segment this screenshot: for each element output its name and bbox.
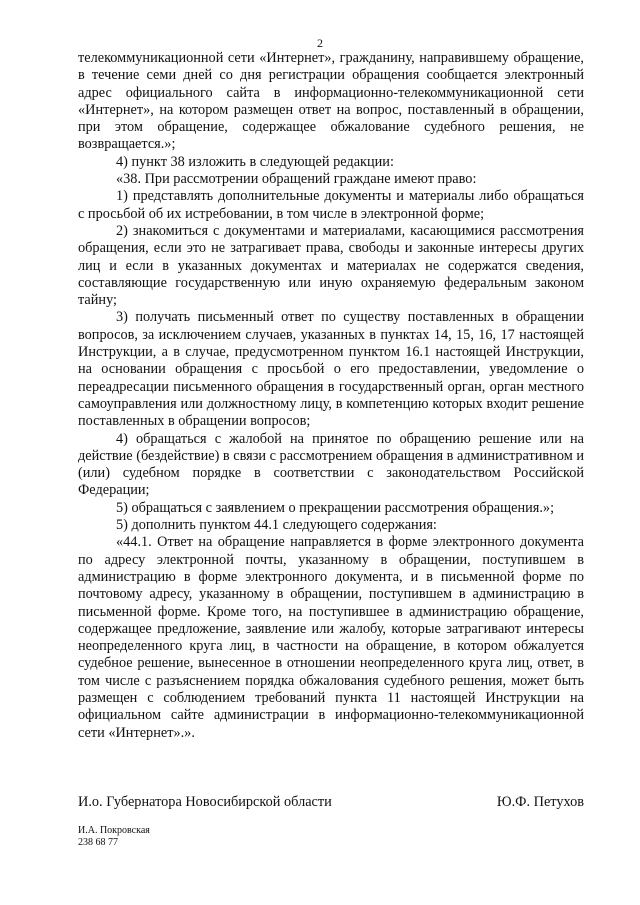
executor-phone: 238 68 77 [78,837,118,848]
signature-block [78,794,584,811]
signatory-name: Ю.Ф. Петухов [496,794,584,810]
paragraph: 4) обращаться с жалобой на принятое по обращению решение или на действие (бездействие) в связи с рассмотрением обращения в административном и (или) судебном порядке в соответствии с законодательством Российской Федерации; [78,430,584,499]
paragraph: 4) пункт 38 изложить в следующей редакции: [116,153,394,170]
paragraph: 5) обращаться с заявлением о прекращении рассмотрения обращения.»; [116,499,555,516]
paragraph: 3) получать письменный ответ по существу поставленных в обращении вопросов, за исключением случаев, указанных в пунктах 14, 15, 16, 17 настоящей Инструкции, а в случае, предусмотренном пунктом 16.1 настоящей Инструкции, на основании обращения с просьбой о его предоставлении, уведомление о переадресации письменного обращения в государственный орган, орган местного самоуправления или должностному лицу, в компетенцию которых входит решение поставленных в обращении вопросов; [78,309,584,430]
signatory-position: И.о. Губернатора Новосибирской области [78,794,332,810]
paragraph: «38. При рассмотрении обращений граждане имеют право: [116,171,477,188]
paragraph: 5) дополнить пунктом 44.1 следующего содержания: [116,517,437,534]
paragraph: 2) знакомиться с документами и материалами, касающимися рассмотрения обращения, если это не затрагивает права, свободы и законные интересы других лиц и если в указанных документах и материалах не содержатся сведения, составляющие государственную или иную охраняемую федеральным законом тайну; [78,222,584,309]
executor-name: И.А. Покровская [78,825,150,836]
page-number: 2 [317,36,323,50]
executor-info [78,825,150,849]
paragraph: 1) представлять дополнительные документы и материалы либо обращаться с просьбой об их истребовании, в том числе в электронной форме; [78,188,584,222]
paragraph: телекоммуникационной сети «Интернет», гражданину, направившему обращение, в течение семи дней со дня регистрации обращения сообщается электронный адрес официального сайта в информационно-телекоммуникационной сети «Интернет», на котором размещен ответ на вопрос, поставленный в обращении, при этом обращение, содержащее обжалование судебного решения, не возвращается.»; [78,50,584,153]
document-body [78,50,584,742]
paragraph: «44.1. Ответ на обращение направляется в форме электронного документа по адресу электронной почты, указанному в обращении, поступившем в администрацию в форме электронного документа, и в письменной форме по почтовому адресу, указанному в обращении, поступившем в администрацию в письменной форме. Кроме того, на поступившее в администрацию обращение, содержащее предложение, заявление или жалобу, которые затрагивают интересы неопределенного круга лиц, в частности на обращение, в котором обжалуется судебное решение, вынесенное в отношении неопределенного круга лиц, ответ, в том числе с разъяснением порядка обжалования судебного решения, может быть размещен с соблюдением требований пункта 11 настоящей Инструкции на официальном сайте администрации в информационно-телекоммуникационной сети «Интернет».». [78,534,584,741]
